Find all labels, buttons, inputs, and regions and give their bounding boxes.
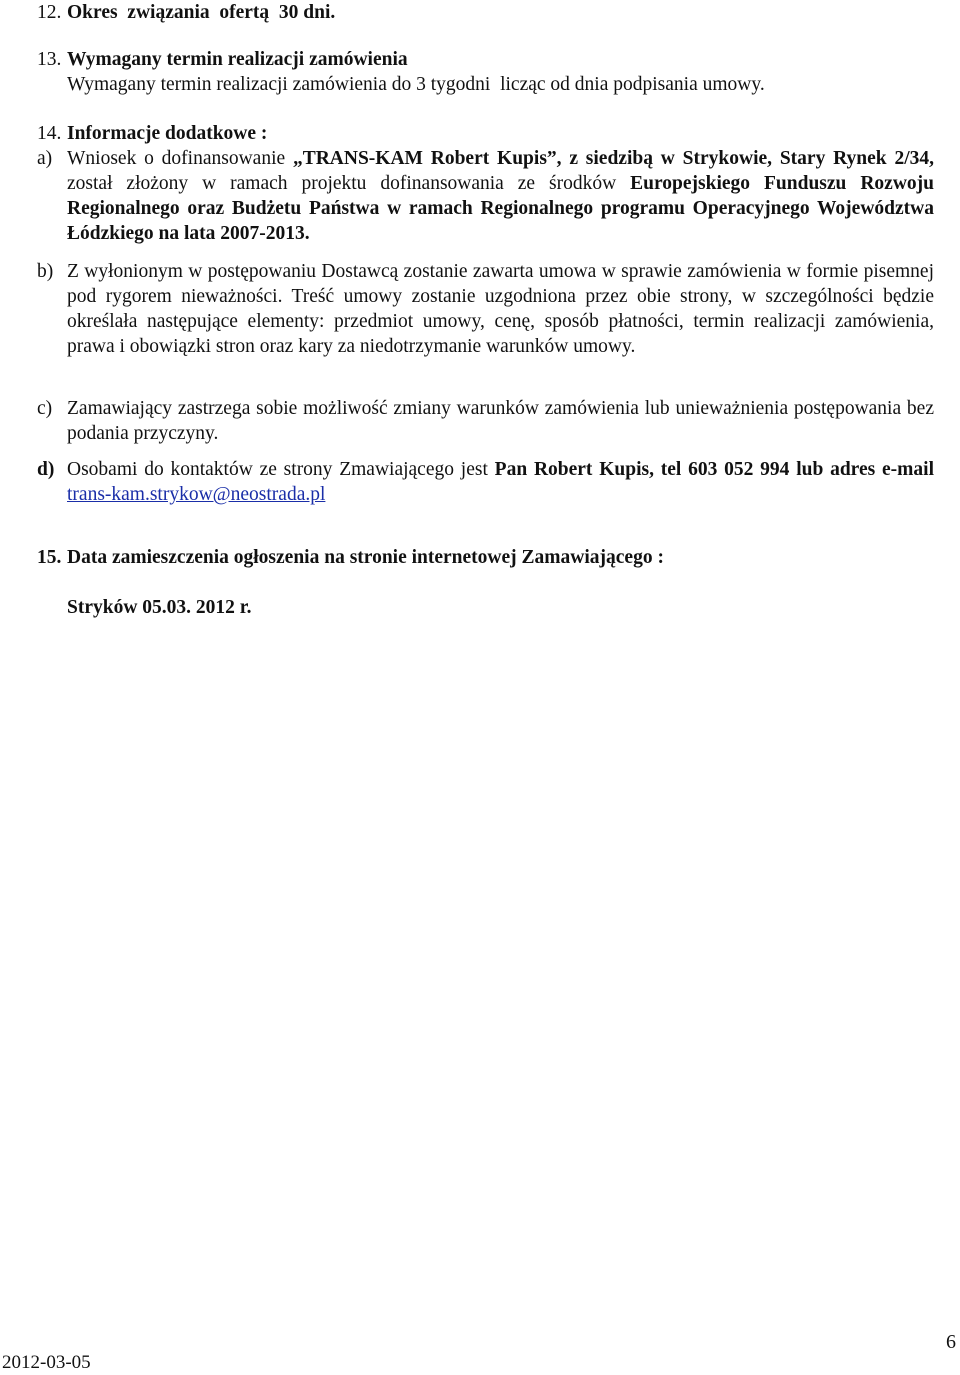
section-13-title: Wymagany termin realizacji zamówienia <box>67 49 408 70</box>
item-c-text: Zamawiający zastrzega sobie możliwość zmiany warunków zamówienia lub unieważnienia postępowania bez podania przyczyny. <box>67 398 934 444</box>
item-d-contact: Pan Robert Kupis, tel 603 052 994 lub adres e-mail <box>494 459 934 480</box>
item-b-text: Z wyłonionym w postępowaniu Dostawcą zostanie zawarta umowa w sprawie zamówienia w formie pisemnej pod rygorem nieważności. Treść umowy zostanie uzgodniona przez obie strony, w szczególności będzie określała następujące elementy: przedmiot umowy, cenę, sposób płatności, termin realizacji zamówienia, prawa i obowiązki stron oraz kary za niedotrzymanie warunków umowy. <box>67 261 934 357</box>
section-15-number: 15. <box>37 547 62 568</box>
section-14-number: 14. <box>37 123 62 144</box>
section-14-item-a <box>37 146 934 246</box>
section-14-title: Informacje dodatkowe : <box>67 123 268 144</box>
email-link[interactable]: trans-kam.strykow@neostrada.pl <box>67 484 326 505</box>
place-and-date: Stryków 05.03. 2012 r. <box>67 597 252 618</box>
section-12-number: 12. <box>37 2 62 23</box>
item-a-funding: Europejskiego Funduszu Rozwoju Regionalnego oraz Budżetu Państwa w ramach Regionalnego programu Operacyjnego Województwa Łódzkiego na lata 2007-2013. <box>67 173 934 244</box>
section-14-item-c <box>37 396 934 446</box>
item-d-label: d) <box>37 459 55 480</box>
section-12 <box>37 0 934 25</box>
section-13-number: 13. <box>37 49 62 70</box>
section-13-body: Wymagany termin realizacji zamówienia do 3 tygodni licząc od dnia podpisania umowy. <box>67 74 765 95</box>
item-a-text <box>67 146 934 246</box>
item-a-text-2: został złożony w ramach projektu dofinansowania ze środków <box>67 173 631 194</box>
item-d-text <box>67 457 934 507</box>
item-a-text-1: Wniosek o dofinansowanie <box>67 148 293 169</box>
footer-date: 2012-03-05 <box>2 1352 91 1373</box>
page-number: 6 <box>946 1331 956 1353</box>
item-d-text-1: Osobami do kontaktów ze strony Zmawiającego jest <box>67 459 495 480</box>
section-14-item-d <box>37 457 934 507</box>
section-15-title: Data zamieszczenia ogłoszenia na stronie internetowej Zamawiającego : <box>67 547 664 568</box>
section-12-title: Okres związania ofertą 30 dni. <box>67 2 336 23</box>
item-a-label: a) <box>37 148 53 169</box>
section-14 <box>37 121 934 146</box>
item-b-label: b) <box>37 261 54 282</box>
item-c-label: c) <box>37 398 53 419</box>
section-15 <box>37 545 934 570</box>
section-13 <box>37 47 934 97</box>
section-14-item-b <box>37 259 934 359</box>
item-a-company: „TRANS-KAM Robert Kupis”, z siedzibą w Strykowie, Stary Rynek 2/34, <box>292 148 934 169</box>
